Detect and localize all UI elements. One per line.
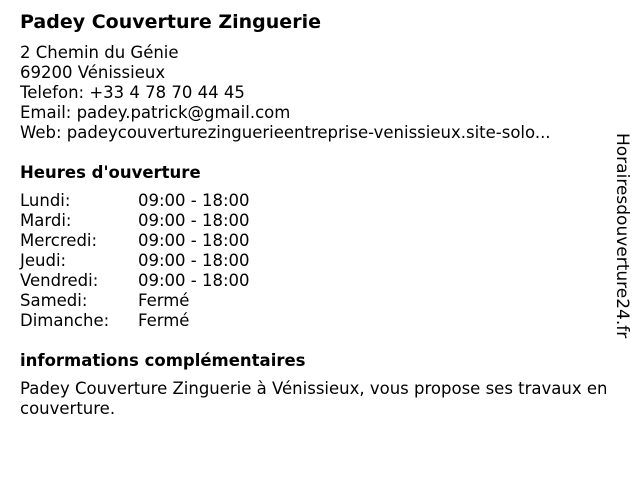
hours-row-lundi <box>20 191 620 211</box>
day-time: 09:00 - 18:00 <box>138 191 250 210</box>
day-label: Jeudi: <box>20 251 67 270</box>
address-street: 2 Chemin du Génie <box>20 43 179 62</box>
day-label: Mercredi: <box>20 231 98 250</box>
website: Web: padeycouverturezinguerieentreprise-venissieux.site-solo... <box>20 123 551 142</box>
address-city: 69200 Vénissieux <box>20 63 166 82</box>
day-label: Lundi: <box>20 191 71 210</box>
day-time: Fermé <box>138 291 190 310</box>
day-time: 09:00 - 18:00 <box>138 211 250 230</box>
day-label: Mardi: <box>20 211 72 230</box>
business-name: Padey Couverture Zinguerie <box>20 11 321 33</box>
hours-row-vendredi <box>20 271 620 291</box>
day-label: Samedi: <box>20 291 88 310</box>
hours-row-mardi <box>20 211 620 231</box>
info-heading: informations complémentaires <box>20 351 306 370</box>
business-card <box>20 10 620 419</box>
watermark-text: Horairesdouverture24.fr <box>612 133 632 339</box>
email-address: Email: padey.patrick@gmail.com <box>20 103 291 122</box>
hours-table <box>20 191 620 331</box>
hours-row-mercredi <box>20 231 620 251</box>
day-label: Vendredi: <box>20 271 99 290</box>
day-time: 09:00 - 18:00 <box>138 271 250 290</box>
phone-number: Telefon: +33 4 78 70 44 45 <box>20 83 245 102</box>
day-time: 09:00 - 18:00 <box>138 251 250 270</box>
hours-row-samedi <box>20 291 620 311</box>
hours-heading: Heures d'ouverture <box>20 163 201 182</box>
day-time: Fermé <box>138 311 190 330</box>
hours-row-dimanche <box>20 311 620 331</box>
info-text: Padey Couverture Zinguerie à Vénissieux, vous propose ses travaux en couverture. <box>20 379 608 418</box>
day-time: 09:00 - 18:00 <box>138 231 250 250</box>
hours-row-jeudi <box>20 251 620 271</box>
day-label: Dimanche: <box>20 311 110 330</box>
